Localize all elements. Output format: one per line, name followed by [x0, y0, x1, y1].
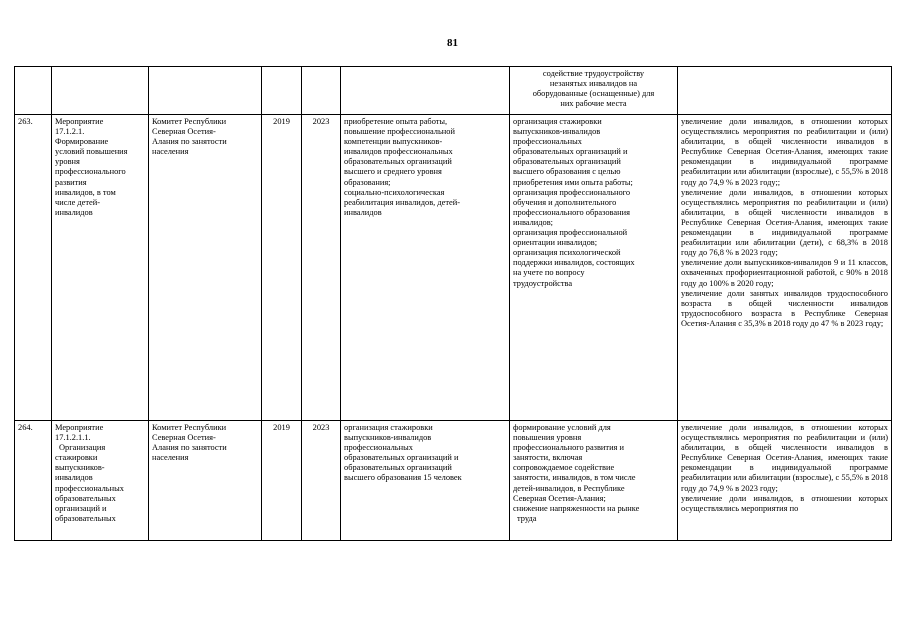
indicator-text: увеличение доли занятых инвалидов трудоспособного возраста в общей численности инвалидов трудоспособного возраста в Республике Северная Осетия-Алания с 35,3% в 2018 году до 47 % в 2023 году; [681, 288, 888, 328]
target-indicators [678, 421, 892, 541]
outcome-line: занятости, инвалидов, в том числе [513, 473, 636, 483]
outcome-line: детей-инвалидов, в Республике [513, 483, 625, 493]
content-line: инвалидов профессиональных [344, 147, 453, 157]
outcome-line: профессиональных [513, 137, 582, 147]
year-end-cell [302, 67, 341, 115]
activity-content [341, 115, 510, 421]
content-line: высшего и среднего уровня [344, 167, 442, 177]
activities-table [14, 66, 892, 541]
outcome-line: организация психологической [513, 248, 621, 258]
content-line: образовательных организаций [344, 157, 452, 167]
name-line: уровня [55, 157, 80, 167]
outcome-line: образовательных организаций и [513, 147, 628, 157]
outcome-line: обучения и дополнительного [513, 197, 617, 207]
outcome-line: Северная Осетия-Алания; [513, 493, 606, 503]
executor [149, 421, 262, 541]
year-start: 2019 [262, 421, 302, 541]
content-line: повышение профессиональной [344, 127, 455, 137]
name-line: 17.1.2.1.1. [55, 433, 91, 443]
outcome-line: профессионального развития и [513, 443, 624, 453]
outcome-line: формирование условий для [513, 423, 611, 432]
name-line: профессиональных [55, 483, 124, 493]
executor-line: Северная Осетия- [152, 127, 216, 137]
name-line: образовательных [55, 513, 116, 523]
executor-line: Алания по занятости [152, 137, 227, 147]
outcome-line: труда [517, 513, 537, 523]
activity-name [52, 421, 149, 541]
outcome-line: высшего образования с целью [513, 167, 621, 177]
indicator-text: увеличение доли инвалидов, в отношении которых осуществлялись мероприятия по реабилитации и (или) абилитации, в общей численности инвалидов в Республике Северная Осетия-Алания, имеющих такие рекомендации в индивидуальной программе реабилитации или абилитации (взрослые), с 55,5% в 2018 году до 74,9 % в 2023 году; [681, 423, 888, 493]
content-line: образовательных организаций [344, 463, 452, 473]
year-start-cell [262, 67, 302, 115]
content-line: инвалидов [344, 207, 382, 217]
name-cell [52, 67, 149, 115]
table-row-263 [15, 115, 892, 421]
activity-content [341, 421, 510, 541]
indicator-text: увеличение доли инвалидов, в отношении которых осуществлялись мероприятия по [681, 493, 888, 513]
name-line: Формирование [55, 137, 109, 147]
outcome-line: инвалидов; [513, 217, 553, 227]
content-line: компетенции выпускников- [344, 137, 443, 147]
year-start: 2019 [262, 115, 302, 421]
name-line: образовательных [55, 493, 116, 503]
name-line: инвалидов, в том [55, 187, 116, 197]
num-cell [15, 67, 52, 115]
expected-outcome [510, 115, 678, 421]
indicator-text: увеличение доли инвалидов, в отношении которых осуществлялись мероприятия по реабилитации и (или) абилитации, в общей численности инвалидов в Республике Северная Осетия-Алания, имеющих такие рекомендации в индивидуальной программе реабилитации или абилитации (дети), с 68,3% в 2018 году до 76,8 % в 2023 году; [681, 187, 888, 258]
content-cell [341, 67, 510, 115]
name-line: выпускников- [55, 463, 105, 473]
outcome-line: на учете по вопросу [513, 268, 585, 278]
name-line: инвалидов [55, 207, 93, 217]
page-number: 81 [447, 37, 458, 49]
outcome-line: них рабочие места [560, 99, 627, 109]
name-line: стажировки [55, 453, 98, 463]
name-line: организаций и [55, 503, 107, 513]
outcome-line: профессионального образования [513, 207, 630, 217]
executor-line: населения [152, 147, 189, 157]
content-line: социально-психологическая [344, 187, 445, 197]
executor-line: Комитет Республики [152, 117, 227, 126]
content-line: выпускников-инвалидов [344, 433, 432, 443]
indicator-text: увеличение доли выпускников-инвалидов 9 и 11 классов, охваченных профориентационной работой, с 90% в 2018 году до 100% в 2020 году; [681, 258, 888, 288]
expected-outcome [510, 421, 678, 541]
executor-line: Комитет Республики [152, 423, 227, 432]
name-line: Организация [59, 443, 106, 453]
year-end: 2023 [302, 421, 341, 541]
executor-line: Северная Осетия- [152, 433, 216, 443]
target-indicators [678, 115, 892, 421]
outcome-line: организация профессиональной [513, 228, 628, 238]
executor-line: Алания по занятости [152, 443, 227, 453]
outcome-line: организация стажировки [513, 117, 602, 126]
year-end: 2023 [302, 115, 341, 421]
results-cell [678, 67, 892, 115]
outcome-line: организация профессионального [513, 187, 631, 197]
outcome-cell [510, 67, 678, 115]
content-line: организация стажировки [344, 423, 433, 432]
outcome-line: незанятых инвалидов на [549, 79, 638, 89]
outcome-line: содействие трудоустройству [542, 69, 645, 78]
name-line: числе детей- [55, 197, 101, 207]
outcome-line: образовательных организаций [513, 157, 621, 167]
name-line: Мероприятие [55, 117, 104, 126]
content-line: приобретение опыта работы, [344, 117, 448, 126]
content-line: образования; [344, 177, 391, 187]
name-line: развития [55, 177, 87, 187]
activity-name [52, 115, 149, 421]
outcome-line: выпускников-инвалидов [513, 127, 601, 137]
name-line: условий повышения [55, 147, 128, 157]
content-line: образовательных организаций и [344, 453, 459, 463]
name-line: профессионального [55, 167, 126, 177]
content-line: профессиональных [344, 443, 413, 453]
row-number: 263. [15, 115, 52, 421]
outcome-line: занятости, включая [513, 453, 583, 463]
executor-line: населения [152, 453, 189, 463]
outcome-line: сопровождаемое содействие [513, 463, 615, 473]
name-line: 17.1.2.1. [55, 127, 85, 137]
content-line: реабилитация инвалидов, детей- [344, 197, 460, 207]
name-line: инвалидов [55, 473, 93, 483]
name-line: Мероприятие [55, 423, 104, 432]
outcome-line: приобретения ими опыта работы; [513, 177, 633, 187]
content-line: высшего образования 15 человек [344, 473, 462, 483]
outcome-line: повышения уровня [513, 433, 582, 443]
table-row-continuation [15, 67, 892, 115]
outcome-line: трудоустройства [513, 278, 573, 288]
executor-cell [149, 67, 262, 115]
executor [149, 115, 262, 421]
outcome-line: поддержки инвалидов, состоящих [513, 258, 635, 268]
table-row-264 [15, 421, 892, 541]
row-number: 264. [15, 421, 52, 541]
indicator-text: увеличение доли инвалидов, в отношении которых осуществлялись мероприятия по реабилитации и (или) абилитации, в общей численности инвалидов в Республике Северная Осетия-Алания, имеющих такие рекомендации в индивидуальной программе реабилитации или абилитации (взрослые), с 55,5% в 2018 году до 74,9 % в 2023 году;; [681, 117, 888, 187]
outcome-line: ориентации инвалидов; [513, 238, 598, 248]
outcome-line: оборудованные (оснащенные) для [532, 89, 655, 99]
outcome-line: снижение напряженности на рынке [513, 503, 640, 513]
